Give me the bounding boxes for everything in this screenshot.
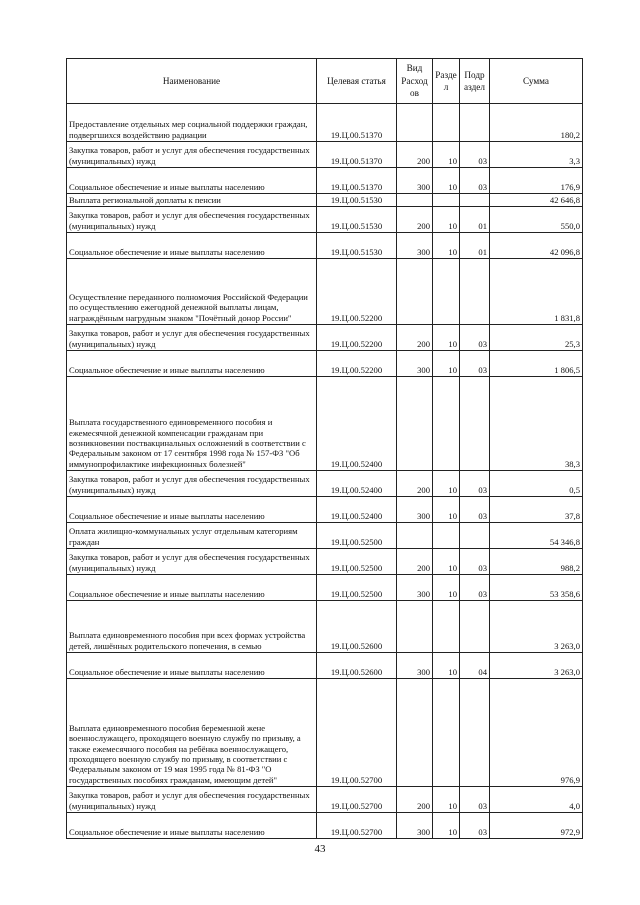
table-row <box>67 168 583 194</box>
row-section <box>433 194 460 207</box>
row-name: Социальное обеспечение и иные выплаты населению <box>67 813 317 839</box>
row-target-article: 19.Ц.00.51370 <box>317 168 397 194</box>
row-target-article: 19.Ц.00.52500 <box>317 549 397 575</box>
row-name: Закупка товаров, работ и услуг для обеспечения государственных (муниципальных) нужд <box>67 325 317 351</box>
row-expense-type <box>397 679 433 787</box>
table-row <box>67 351 583 377</box>
row-expense-type <box>397 523 433 549</box>
row-amount: 1 831,8 <box>490 259 583 325</box>
row-amount: 176,9 <box>490 168 583 194</box>
row-name: Закупка товаров, работ и услуг для обеспечения государственных (муниципальных) нужд <box>67 142 317 168</box>
table-row <box>67 813 583 839</box>
row-target-article: 19.Ц.00.52700 <box>317 813 397 839</box>
row-expense-type: 200 <box>397 142 433 168</box>
header-target-article: Целевая статья <box>317 59 397 104</box>
row-expense-type <box>397 377 433 471</box>
row-amount: 976,9 <box>490 679 583 787</box>
row-subsection <box>460 104 490 142</box>
row-target-article: 19.Ц.00.52600 <box>317 601 397 653</box>
row-section <box>433 523 460 549</box>
row-name: Выплата государственного единовременного пособия и ежемесячной денежной компенсации гражданам при возникновении поствакцинальных осложнений в соответствии с Федеральным законом от 17 сентября 1998 года № 157-ФЗ "Об иммунопрофилактике инфекционных болезней" <box>67 377 317 471</box>
row-amount: 3 263,0 <box>490 653 583 679</box>
row-amount: 1 806,5 <box>490 351 583 377</box>
row-name: Социальное обеспечение и иные выплаты населению <box>67 233 317 259</box>
row-target-article: 19.Ц.00.51530 <box>317 233 397 259</box>
row-expense-type: 200 <box>397 787 433 813</box>
row-target-article: 19.Ц.00.52700 <box>317 787 397 813</box>
row-name: Выплата единовременного пособия при всех формах устройства детей, лишённых родительского попечения, в семью <box>67 601 317 653</box>
header-subsection: Подр аздел <box>460 59 490 104</box>
row-target-article: 19.Ц.00.52400 <box>317 497 397 523</box>
row-name: Закупка товаров, работ и услуг для обеспечения государственных (муниципальных) нужд <box>67 471 317 497</box>
row-subsection <box>460 523 490 549</box>
row-target-article: 19.Ц.00.52400 <box>317 377 397 471</box>
row-section: 10 <box>433 325 460 351</box>
table-row <box>67 787 583 813</box>
row-expense-type: 300 <box>397 168 433 194</box>
row-target-article: 19.Ц.00.52200 <box>317 325 397 351</box>
row-amount: 0,5 <box>490 471 583 497</box>
row-target-article: 19.Ц.00.51370 <box>317 142 397 168</box>
header-row <box>67 59 583 104</box>
table-row <box>67 233 583 259</box>
page-number: 43 <box>314 843 326 855</box>
row-section: 10 <box>433 497 460 523</box>
row-expense-type: 200 <box>397 207 433 233</box>
table-row <box>67 259 583 325</box>
row-subsection: 03 <box>460 142 490 168</box>
table-row <box>67 194 583 207</box>
table-row <box>67 523 583 549</box>
row-target-article: 19.Ц.00.52500 <box>317 523 397 549</box>
row-subsection: 01 <box>460 233 490 259</box>
row-section <box>433 601 460 653</box>
row-subsection: 03 <box>460 497 490 523</box>
row-amount: 25,3 <box>490 325 583 351</box>
row-expense-type: 200 <box>397 325 433 351</box>
row-name: Осуществление переданного полномочия Российской Федерации по осуществлению ежегодной денежной выплаты лицам, награждённым нагрудным знаком "Почётный донор России" <box>67 259 317 325</box>
row-section <box>433 377 460 471</box>
row-section <box>433 104 460 142</box>
row-expense-type: 200 <box>397 549 433 575</box>
row-target-article: 19.Ц.00.52600 <box>317 653 397 679</box>
row-name: Закупка товаров, работ и услуг для обеспечения государственных (муниципальных) нужд <box>67 787 317 813</box>
header-expense-type: Вид Расход ов <box>397 59 433 104</box>
row-amount: 3,3 <box>490 142 583 168</box>
row-amount: 38,3 <box>490 377 583 471</box>
row-subsection <box>460 679 490 787</box>
row-amount: 4,0 <box>490 787 583 813</box>
table-row <box>67 497 583 523</box>
row-amount: 988,2 <box>490 549 583 575</box>
row-amount: 37,8 <box>490 497 583 523</box>
row-subsection: 03 <box>460 575 490 601</box>
row-name: Социальное обеспечение и иные выплаты населению <box>67 653 317 679</box>
row-amount: 42 096,8 <box>490 233 583 259</box>
row-section: 10 <box>433 549 460 575</box>
row-section <box>433 679 460 787</box>
header-name: Наименование <box>67 59 317 104</box>
table-row <box>67 207 583 233</box>
row-subsection: 03 <box>460 787 490 813</box>
row-expense-type: 300 <box>397 497 433 523</box>
row-section: 10 <box>433 653 460 679</box>
row-name: Закупка товаров, работ и услуг для обеспечения государственных (муниципальных) нужд <box>67 549 317 575</box>
row-target-article: 19.Ц.00.52400 <box>317 471 397 497</box>
row-name: Оплата жилищно-коммунальных услуг отдельным категориям граждан <box>67 523 317 549</box>
row-expense-type <box>397 104 433 142</box>
row-subsection: 03 <box>460 471 490 497</box>
row-section: 10 <box>433 351 460 377</box>
row-amount: 53 358,6 <box>490 575 583 601</box>
row-name: Предоставление отдельных мер социальной поддержки граждан, подвергшихся воздействию радиации <box>67 104 317 142</box>
row-subsection <box>460 259 490 325</box>
table-row <box>67 575 583 601</box>
row-section: 10 <box>433 471 460 497</box>
row-name: Закупка товаров, работ и услуг для обеспечения государственных (муниципальных) нужд <box>67 207 317 233</box>
table-row <box>67 601 583 653</box>
header-amount: Сумма <box>490 59 583 104</box>
row-expense-type: 300 <box>397 351 433 377</box>
row-section: 10 <box>433 168 460 194</box>
header-section: Разде л <box>433 59 460 104</box>
row-expense-type: 200 <box>397 471 433 497</box>
table-row <box>67 653 583 679</box>
table-row <box>67 325 583 351</box>
row-section <box>433 259 460 325</box>
row-subsection <box>460 601 490 653</box>
table-row <box>67 104 583 142</box>
row-amount: 972,9 <box>490 813 583 839</box>
row-section: 10 <box>433 575 460 601</box>
table-row <box>67 142 583 168</box>
row-subsection: 03 <box>460 351 490 377</box>
row-target-article: 19.Ц.00.51530 <box>317 207 397 233</box>
row-target-article: 19.Ц.00.52500 <box>317 575 397 601</box>
row-name: Выплата региональной доплаты к пенсии <box>67 194 317 207</box>
table-row <box>67 549 583 575</box>
row-target-article: 19.Ц.00.51370 <box>317 104 397 142</box>
row-expense-type <box>397 259 433 325</box>
row-subsection: 03 <box>460 813 490 839</box>
row-section: 10 <box>433 233 460 259</box>
row-name: Социальное обеспечение и иные выплаты населению <box>67 575 317 601</box>
row-amount: 550,0 <box>490 207 583 233</box>
row-expense-type: 300 <box>397 233 433 259</box>
row-subsection: 04 <box>460 653 490 679</box>
table-row <box>67 679 583 787</box>
row-target-article: 19.Ц.00.52700 <box>317 679 397 787</box>
row-target-article: 19.Ц.00.51530 <box>317 194 397 207</box>
row-target-article: 19.Ц.00.52200 <box>317 351 397 377</box>
row-amount: 54 346,8 <box>490 523 583 549</box>
table-header <box>67 59 583 104</box>
row-expense-type <box>397 601 433 653</box>
row-subsection <box>460 194 490 207</box>
row-name: Социальное обеспечение и иные выплаты населению <box>67 351 317 377</box>
row-subsection <box>460 377 490 471</box>
row-subsection: 03 <box>460 325 490 351</box>
row-expense-type: 300 <box>397 653 433 679</box>
table-row <box>67 471 583 497</box>
budget-table <box>66 58 583 839</box>
row-name: Социальное обеспечение и иные выплаты населению <box>67 497 317 523</box>
row-subsection: 03 <box>460 168 490 194</box>
row-amount: 3 263,0 <box>490 601 583 653</box>
row-name: Выплата единовременного пособия беременной жене военнослужащего, проходящего военную службу по призыву, а также ежемесячного пособия на ребёнка военнослужащего, проходящего военную службу по призыву, в соответствии с Федеральным законом от 19 мая 1995 года № 81-ФЗ "О государственных пособиях гражданам, имеющим детей" <box>67 679 317 787</box>
row-expense-type: 300 <box>397 813 433 839</box>
row-amount: 180,2 <box>490 104 583 142</box>
row-section: 10 <box>433 787 460 813</box>
row-target-article: 19.Ц.00.52200 <box>317 259 397 325</box>
row-subsection: 01 <box>460 207 490 233</box>
row-subsection: 03 <box>460 549 490 575</box>
row-section: 10 <box>433 142 460 168</box>
table-body <box>67 104 583 839</box>
row-expense-type: 300 <box>397 575 433 601</box>
row-expense-type <box>397 194 433 207</box>
row-amount: 42 646,8 <box>490 194 583 207</box>
table-row <box>67 377 583 471</box>
row-section: 10 <box>433 813 460 839</box>
row-name: Социальное обеспечение и иные выплаты населению <box>67 168 317 194</box>
row-section: 10 <box>433 207 460 233</box>
